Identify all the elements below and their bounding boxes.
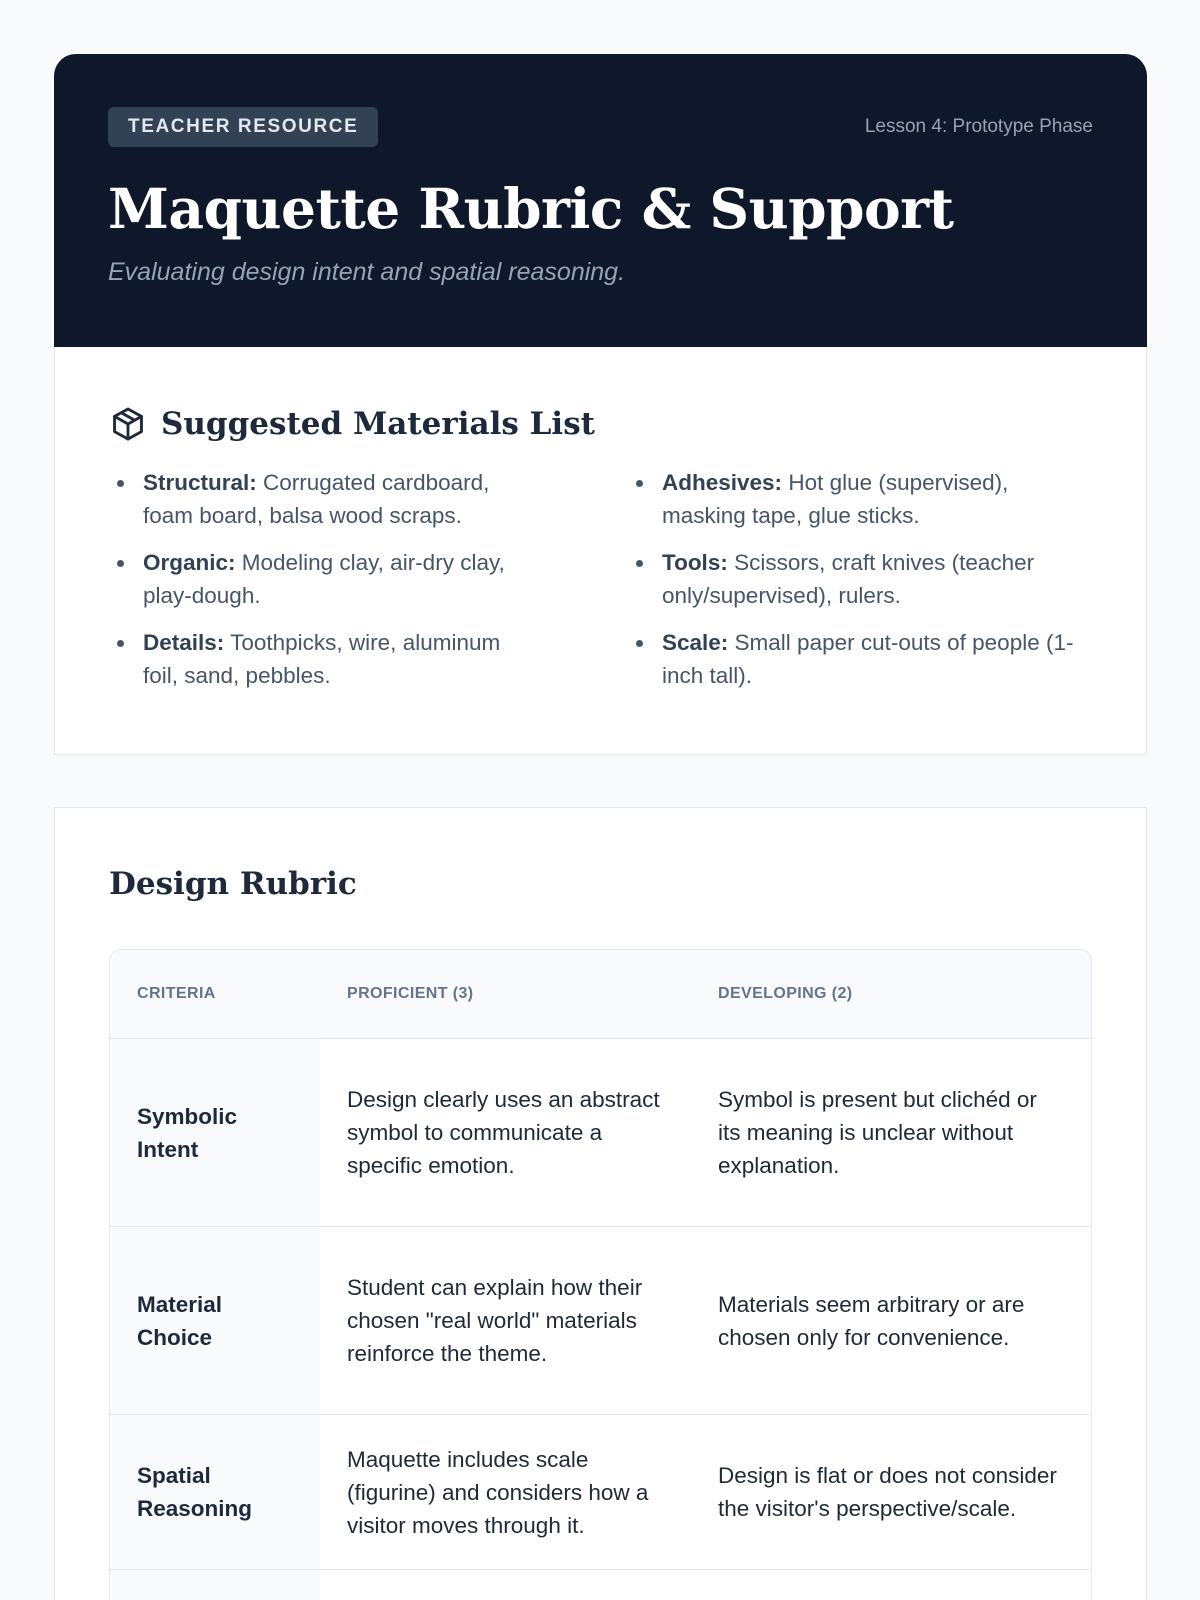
item-text: Hot glue (supervised), masking tape, glue sticks. <box>662 470 1009 528</box>
table-header <box>110 950 1091 1038</box>
rubric-table <box>109 949 1092 1600</box>
list-item <box>109 546 539 612</box>
list-item <box>109 626 539 692</box>
proficient-cell: Maquette includes scale (figurine) and considers how a visitor moves through it. <box>347 1446 649 1538</box>
page-subtitle: Evaluating design intent and spatial reasoning. <box>108 258 626 286</box>
criteria-cell: Symbolic Intent <box>110 1039 320 1226</box>
page <box>54 54 1147 755</box>
item-text: Modeling clay, air-dry clay, play-dough. <box>143 550 505 608</box>
item-text: Small paper cut-outs of people (1-inch tall). <box>662 630 1074 688</box>
list-item <box>628 626 1088 692</box>
list-item <box>628 546 1088 612</box>
materials-title: Suggested Materials List <box>161 406 595 442</box>
cube-icon <box>109 405 147 443</box>
item-label: Organic: <box>143 550 236 575</box>
table-row <box>110 1226 1091 1414</box>
rubric-title: Design Rubric <box>109 866 357 902</box>
developing-cell: Symbol is present but clichéd or its meaning is unclear without explanation. <box>718 1087 1037 1178</box>
proficient-cell: Design clearly uses an abstract symbol to communicate a specific emotion. <box>347 1087 660 1178</box>
criteria-cell: Spatial Reasoning <box>110 1415 320 1569</box>
item-label: Tools: <box>662 550 728 575</box>
proficient-cell <box>320 1570 691 1600</box>
item-label: Adhesives: <box>662 470 783 495</box>
developing-cell: Design is flat or does not consider the visitor's perspective/scale. <box>718 1463 1057 1521</box>
developing-cell <box>691 1570 1091 1600</box>
item-text: Scissors, craft knives (teacher only/supervised), rulers. <box>662 550 1035 608</box>
page-title: Maquette Rubric & Support <box>108 176 954 241</box>
rubric-card <box>54 807 1147 1600</box>
list-item <box>109 466 539 532</box>
header <box>54 54 1147 347</box>
materials-list-right <box>628 466 1088 706</box>
column-header-proficient: PROFICIENT (3) <box>347 985 474 1002</box>
table-row <box>110 1038 1091 1226</box>
item-label: Structural: <box>143 470 257 495</box>
criteria-cell: Material Choice <box>110 1227 320 1414</box>
table-row <box>110 1569 1091 1600</box>
table-row <box>110 1414 1091 1569</box>
column-header-criteria: CRITERIA <box>137 985 216 1002</box>
resource-badge: TEACHER RESOURCE <box>108 107 378 147</box>
materials-card <box>54 347 1147 755</box>
list-item <box>628 466 1088 532</box>
developing-cell: Materials seem arbitrary or are chosen only for convenience. <box>718 1291 1025 1350</box>
criteria-cell <box>110 1570 320 1600</box>
materials-list-left <box>109 466 539 706</box>
column-header-developing: DEVELOPING (2) <box>718 985 853 1002</box>
item-text: Toothpicks, wire, aluminum foil, sand, pebbles. <box>143 630 501 688</box>
lesson-label: Lesson 4: Prototype Phase <box>864 116 1093 137</box>
proficient-cell: Student can explain how their chosen "real world" materials reinforce the theme. <box>347 1275 643 1366</box>
item-label: Scale: <box>662 630 729 655</box>
item-text: Corrugated cardboard, foam board, balsa wood scraps. <box>143 470 490 528</box>
materials-heading <box>109 405 595 443</box>
item-label: Details: <box>143 630 225 655</box>
